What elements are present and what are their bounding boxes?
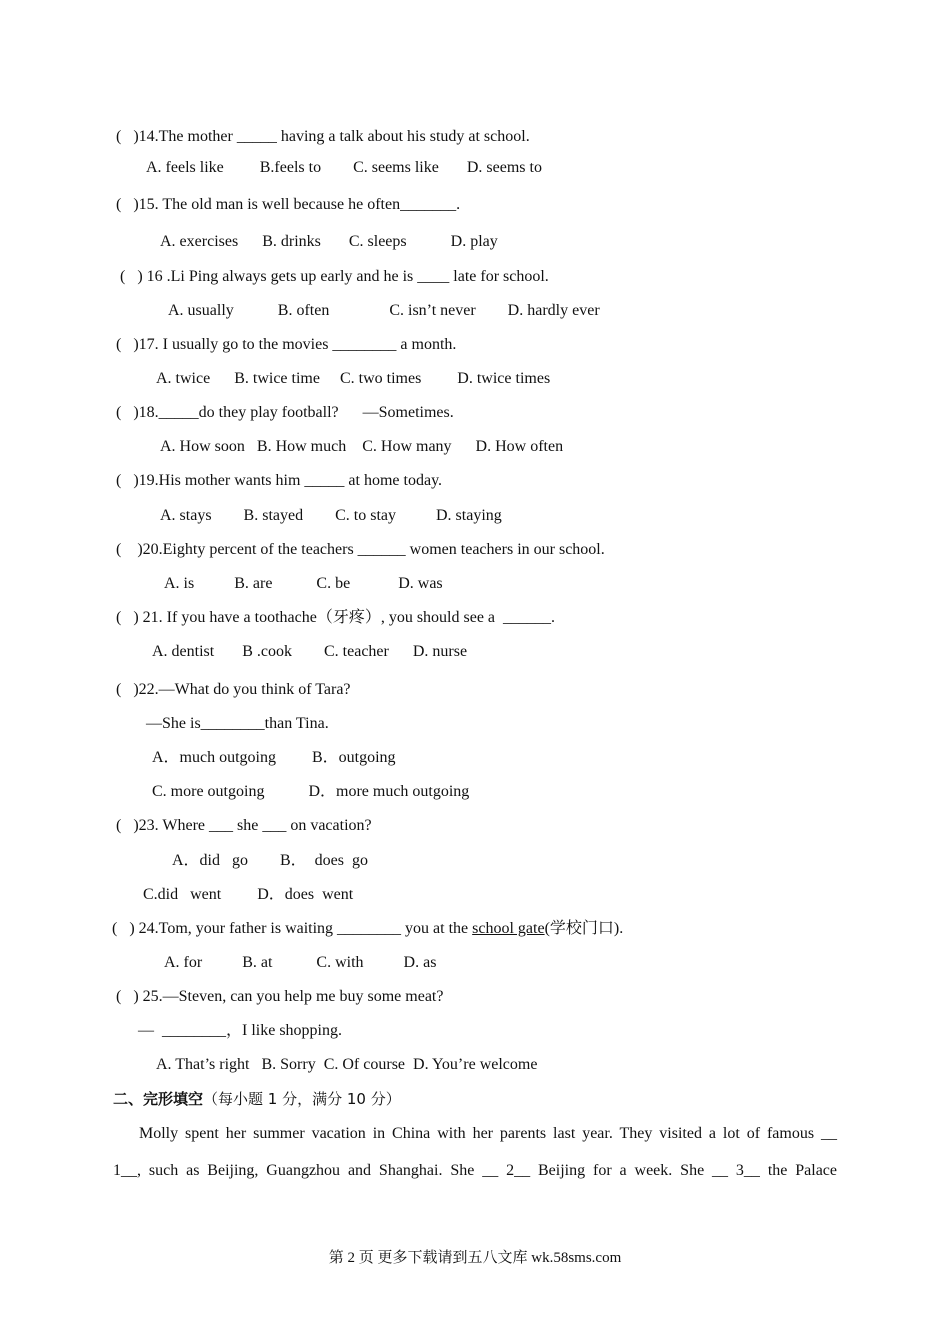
question-24-stem-text: ( ) 24.Tom, your father is waiting ________ you at the	[112, 920, 473, 937]
question-22-stem: ( )22.—What do you think of Tara?	[116, 681, 351, 698]
question-23-options-ab: A．did go B． does go	[172, 852, 369, 869]
question-20-options: A. is B. are C. be D. was	[164, 575, 443, 592]
question-19-options: A. stays B. stayed C. to stay D. staying	[160, 507, 502, 524]
question-18-options: A. How soon B. How much C. How many D. How often	[160, 438, 564, 455]
question-15-options: A. exercises B. drinks C. sleeps D. play	[160, 233, 498, 250]
question-18-stem: ( )18._____do they play football? —Sometimes.	[116, 404, 454, 421]
page-footer: 第 2 页 更多下载请到五八文库 wk.58sms.com	[328, 1250, 622, 1266]
question-15-stem: ( )15. The old man is well because he often_______.	[116, 196, 461, 213]
section-2-scoring-note: （每小题 1 分，满分 10 分）	[203, 1090, 401, 1108]
question-17-options: A. twice B. twice time C. two times D. twice times	[156, 370, 551, 387]
passage-line-2: 1__, such as Beijing, Guangzhou and Shanghai. She __ 2__ Beijing for a week. She __ 3__ the Palace	[113, 1162, 837, 1179]
question-14-options: A. feels like B.feels to C. seems like D. seems to	[146, 159, 542, 176]
question-21-stem: ( ) 21. If you have a toothache（牙疼）, you should see a ______.	[116, 609, 556, 626]
question-23-options-cd: C.did went D．does went	[143, 886, 354, 903]
question-22-options-cd: C. more outgoing D．more much outgoing	[152, 783, 470, 800]
question-16-options: A. usually B. often C. isn’t never D. hardly ever	[168, 302, 600, 319]
question-24-stem	[112, 919, 623, 939]
passage-line-1: Molly spent her summer vacation in China with her parents last year. They visited a lot of famous __	[139, 1125, 837, 1142]
question-22-options-ab: A．much outgoing B．outgoing	[152, 749, 396, 766]
question-14-stem: ( )14.The mother _____ having a talk about his study at school.	[116, 128, 530, 145]
question-25-reply: — ________，I like shopping.	[138, 1022, 342, 1039]
question-21-options: A. dentist B .cook C. teacher D. nurse	[152, 643, 468, 660]
question-22-reply: —She is________than Tina.	[146, 715, 329, 732]
question-24-options: A. for B. at C. with D. as	[164, 954, 437, 971]
question-20-stem: ( )20.Eighty percent of the teachers ______ women teachers in our school.	[116, 541, 605, 558]
section-2-heading	[113, 1089, 401, 1110]
question-24-stem-tail: (学校门口).	[544, 920, 624, 937]
question-19-stem: ( )19.His mother wants him _____ at home today.	[116, 472, 443, 489]
question-25-options: A. That’s right B. Sorry C. Of course D. You’re welcome	[156, 1056, 538, 1073]
question-25-stem: ( ) 25.—Steven, can you help me buy some meat?	[116, 988, 444, 1005]
question-17-stem: ( )17. I usually go to the movies ________ a month.	[116, 336, 457, 353]
question-23-stem: ( )23. Where ___ she ___ on vacation?	[116, 817, 372, 834]
question-16-stem: ( ) 16 .Li Ping always gets up early and he is ____ late for school.	[120, 268, 549, 285]
question-24-underlined-term: school gate	[472, 920, 545, 937]
section-2-title: 二、完形填空	[113, 1090, 204, 1108]
